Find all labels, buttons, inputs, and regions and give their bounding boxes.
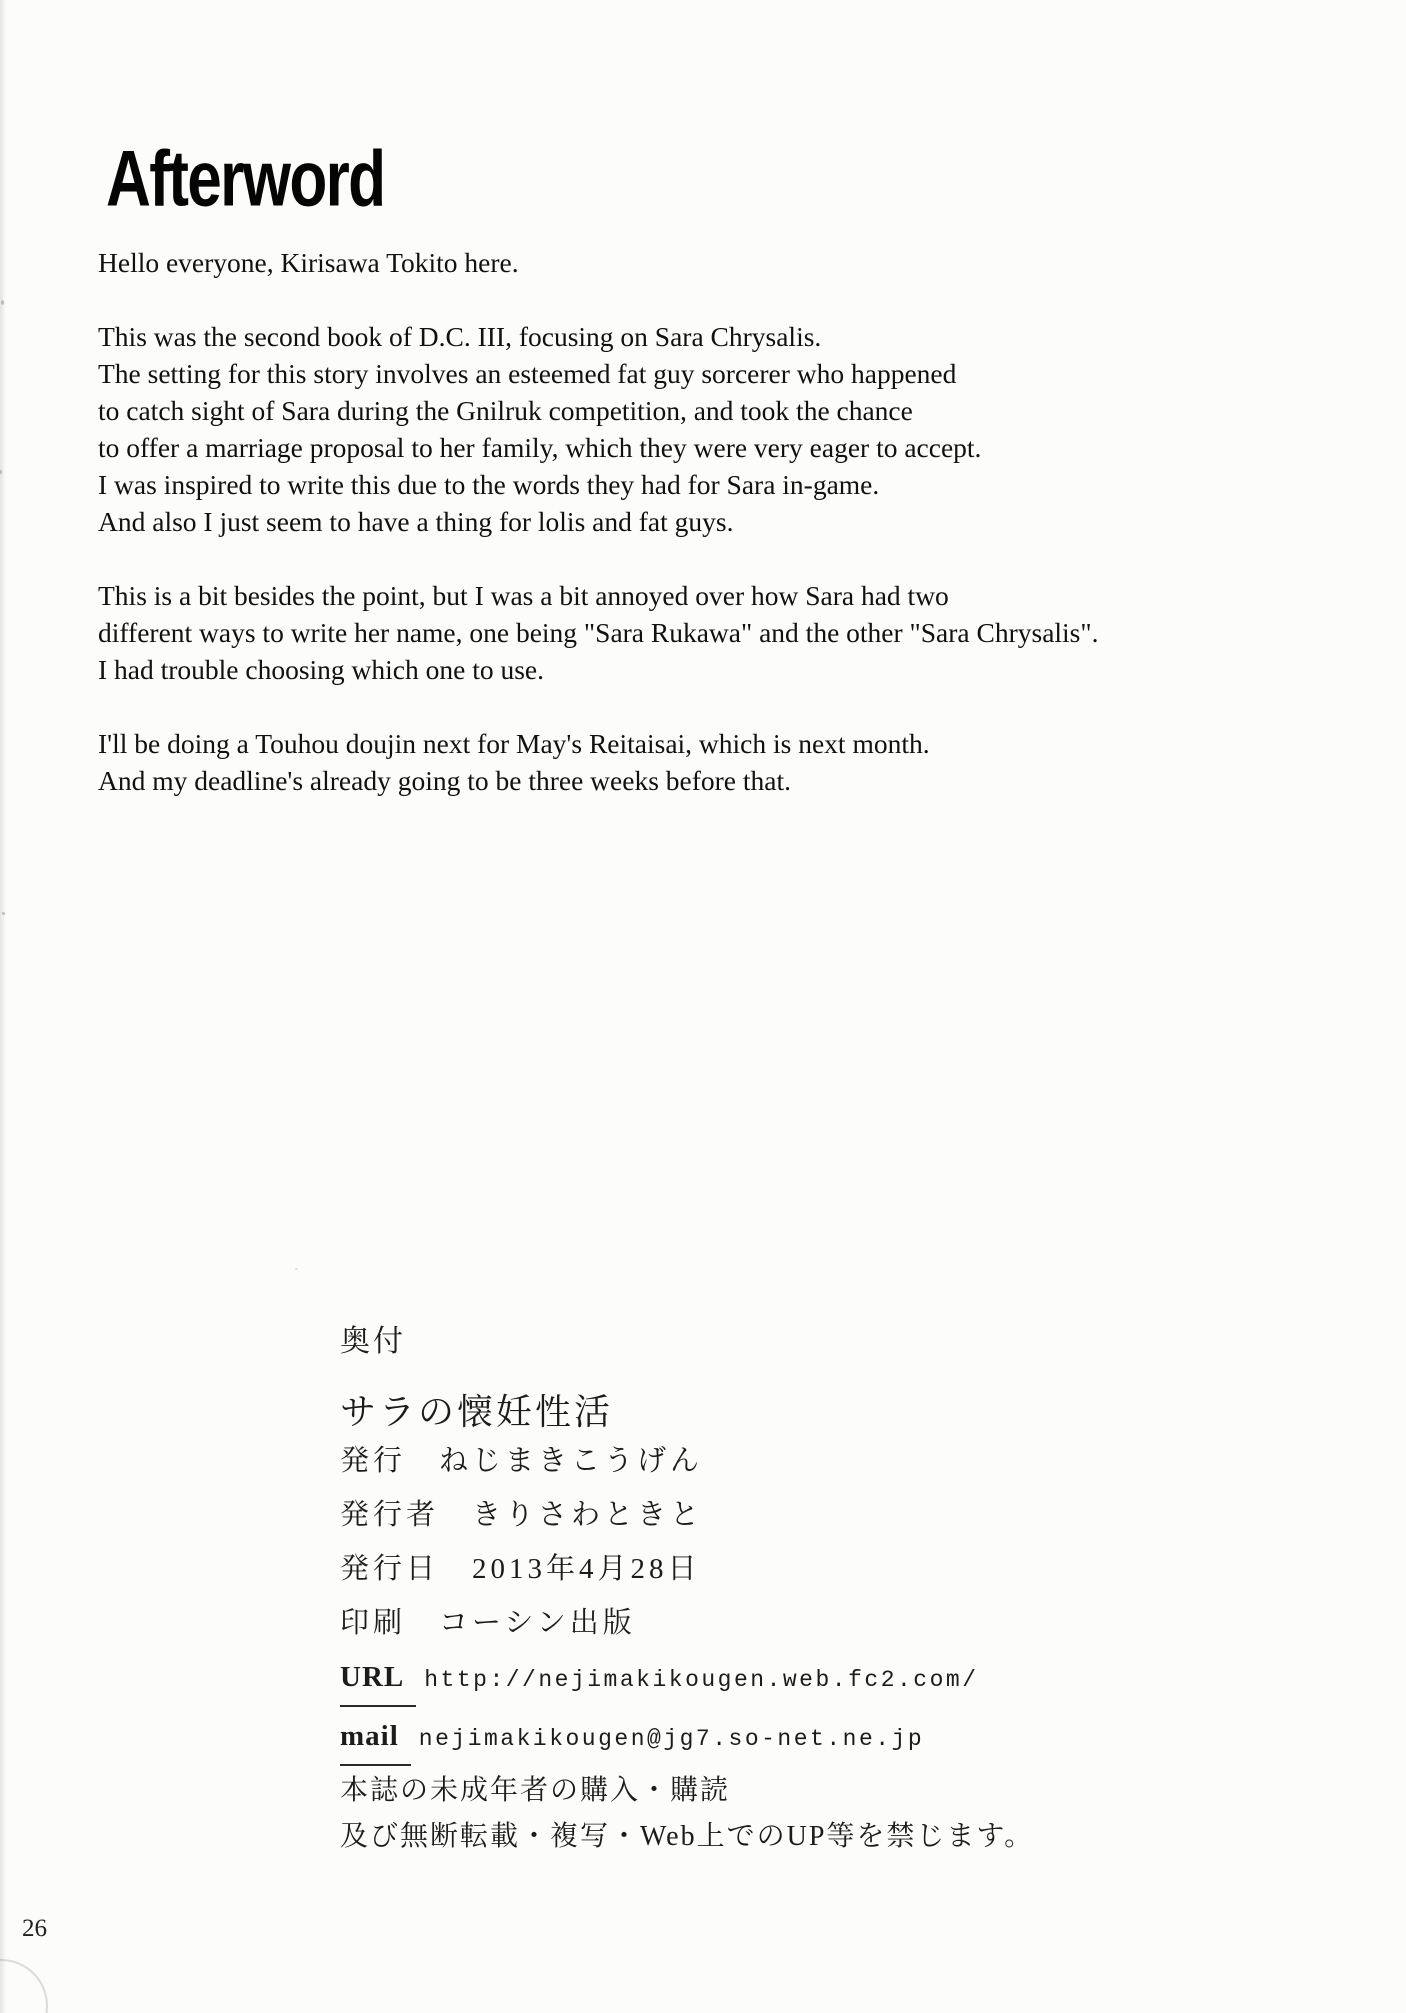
- colophon-heading: 奥付: [340, 1325, 406, 1358]
- colophon-row-printer: 印刷 コーシン出版: [340, 1607, 636, 1639]
- book-title: サラの懐妊性活: [340, 1392, 614, 1432]
- afterword-line: I was inspired to write this due to the words they had for Sara in-game.: [98, 469, 880, 500]
- paragraph: [98, 577, 1338, 688]
- afterword-line: And also I just seem to have a thing for lolis and fat guys.: [98, 506, 734, 537]
- afterword-line: different ways to write her name, one being "Sara Rukawa" and the other "Sara Chrysalis".: [98, 617, 1099, 648]
- paragraph: [98, 725, 1338, 799]
- scan-artifact: [295, 1268, 298, 1270]
- mail-value: nejimakikougen@jg7.so-net.ne.jp: [418, 1726, 925, 1752]
- page-number: 26: [22, 1915, 47, 1942]
- afterword-line: to offer a marriage proposal to her family, which they were very eager to accept.: [98, 432, 982, 463]
- afterword-line: Hello everyone, Kirisawa Tokito here.: [98, 247, 519, 278]
- afterword-body: [98, 244, 1338, 836]
- mail-row: [340, 1709, 1240, 1768]
- paragraph: [98, 318, 1338, 540]
- url-label: URL: [340, 1650, 416, 1707]
- afterword-line: I'll be doing a Touhou doujin next for May's Reitaisai, which is next month.: [98, 728, 930, 759]
- afterword-line: to catch sight of Sara during the Gnilruk competition, and took the chance: [98, 395, 913, 426]
- scan-artifact: [1, 300, 4, 305]
- scan-artifact: [0, 470, 2, 474]
- scan-artifact: [0, 1959, 48, 2013]
- url-value: http://nejimakikougen.web.fc2.com/: [424, 1667, 979, 1693]
- afterword-heading: Afterword: [106, 134, 385, 223]
- url-row: [340, 1650, 1240, 1709]
- colophon-row-publisher: 発行 ねじまきこうげん: [340, 1445, 704, 1477]
- scan-artifact: [2, 912, 5, 915]
- paragraph: [98, 244, 1338, 281]
- afterword-line: This is a bit besides the point, but I was a bit annoyed over how Sara had two: [98, 580, 949, 611]
- afterword-line: I had trouble choosing which one to use.: [98, 654, 545, 685]
- afterword-line: The setting for this story involves an esteemed fat guy sorcerer who happened: [98, 358, 957, 389]
- afterword-line: This was the second book of D.C. III, focusing on Sara Chrysalis.: [98, 321, 822, 352]
- notice-line: 本誌の未成年者の購入・購読: [340, 1775, 731, 1806]
- colophon: [340, 1322, 1240, 1860]
- colophon-row-date: 発行日 2013年4月28日: [340, 1553, 701, 1585]
- afterword-line: And my deadline's already going to be three weeks before that.: [98, 765, 791, 796]
- mail-label: mail: [340, 1709, 411, 1766]
- colophon-row-author: 発行者 きりさわときと: [340, 1499, 704, 1531]
- notice-line: 及び無断転載・複写・Web上でのUP等を禁じます。: [340, 1821, 1035, 1852]
